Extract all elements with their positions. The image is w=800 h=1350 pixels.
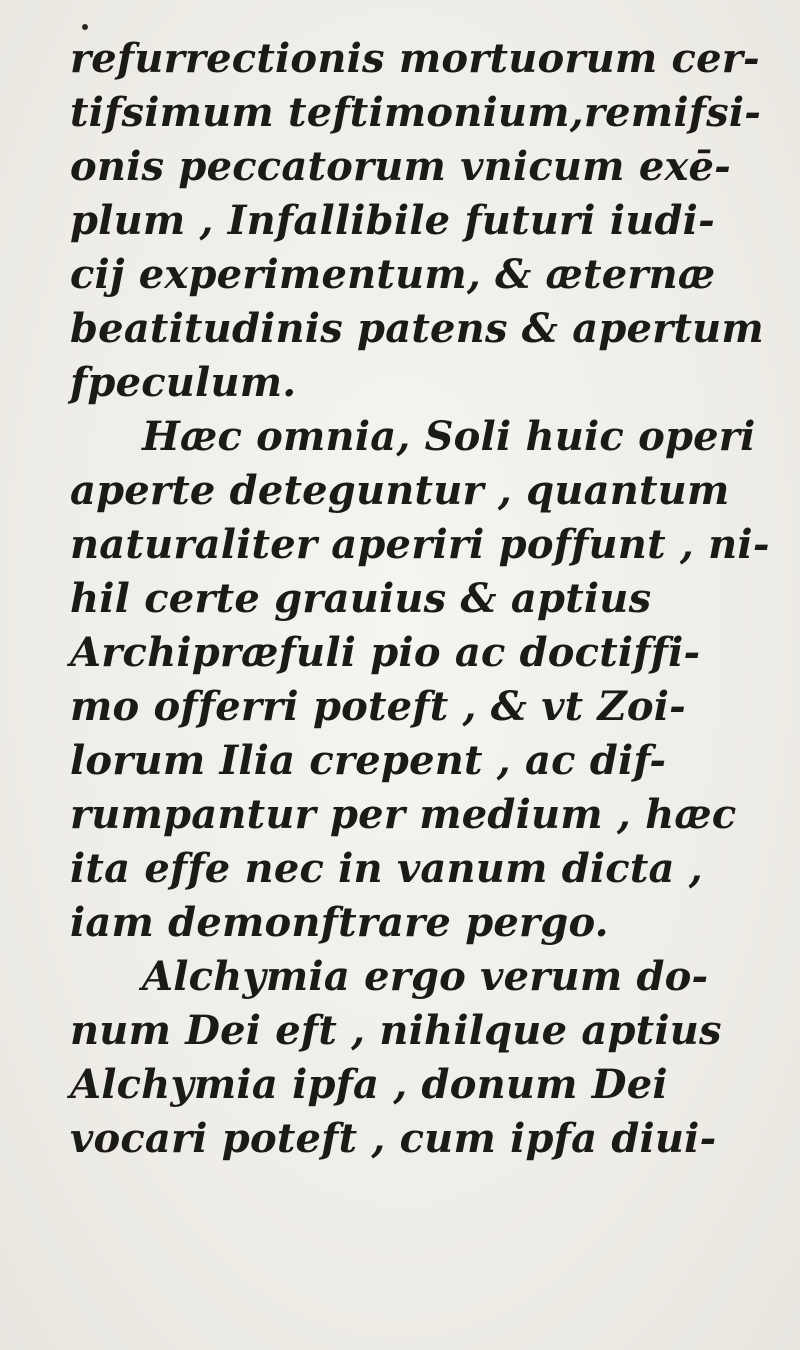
text-line-19: num Dei eft , nihilque aptius bbox=[70, 1007, 722, 1054]
text-line-8: Hæc omnia, Soli huic operi bbox=[142, 413, 756, 460]
text-line-4: plum , Infallibile futuri iudi- bbox=[70, 197, 715, 244]
text-line-21: vocari poteft , cum ipfa diui- bbox=[70, 1115, 717, 1162]
text-line-10: naturaliter aperiri poffunt , ni- bbox=[70, 521, 770, 568]
text-line-7: fpeculum. bbox=[70, 359, 297, 406]
latin-text-block bbox=[70, 32, 780, 1166]
text-line-16: ita effe nec in vanum dicta , bbox=[70, 845, 703, 892]
text-line-17: iam demonftrare pergo. bbox=[70, 899, 609, 946]
text-line-13: mo offerri poteft , & vt Zoi- bbox=[70, 683, 686, 730]
text-line-3: onis peccatorum vnicum exē- bbox=[70, 143, 731, 190]
text-line-12: Archipræfuli pio ac doctiffi- bbox=[70, 629, 701, 676]
text-line-6: beatitudinis patens & apertum bbox=[70, 305, 764, 352]
text-line-20: Alchymia ipfa , donum Dei bbox=[70, 1061, 668, 1108]
text-line-11: hil certe grauius & aptius bbox=[70, 575, 652, 622]
text-line-15: rumpantur per medium , hæc bbox=[70, 791, 737, 838]
text-line-18: Alchymia ergo verum do- bbox=[142, 953, 709, 1000]
text-line-1: refurrectionis mortuorum cer- bbox=[70, 35, 760, 82]
ink-speck bbox=[82, 24, 88, 30]
text-line-14: lorum Ilia crepent , ac dif- bbox=[70, 737, 667, 784]
text-line-5: cij experimentum, & æternæ bbox=[70, 251, 716, 298]
text-line-9: aperte deteguntur , quantum bbox=[70, 467, 730, 514]
text-line-2: tifsimum teftimonium,remifsi- bbox=[70, 89, 762, 136]
